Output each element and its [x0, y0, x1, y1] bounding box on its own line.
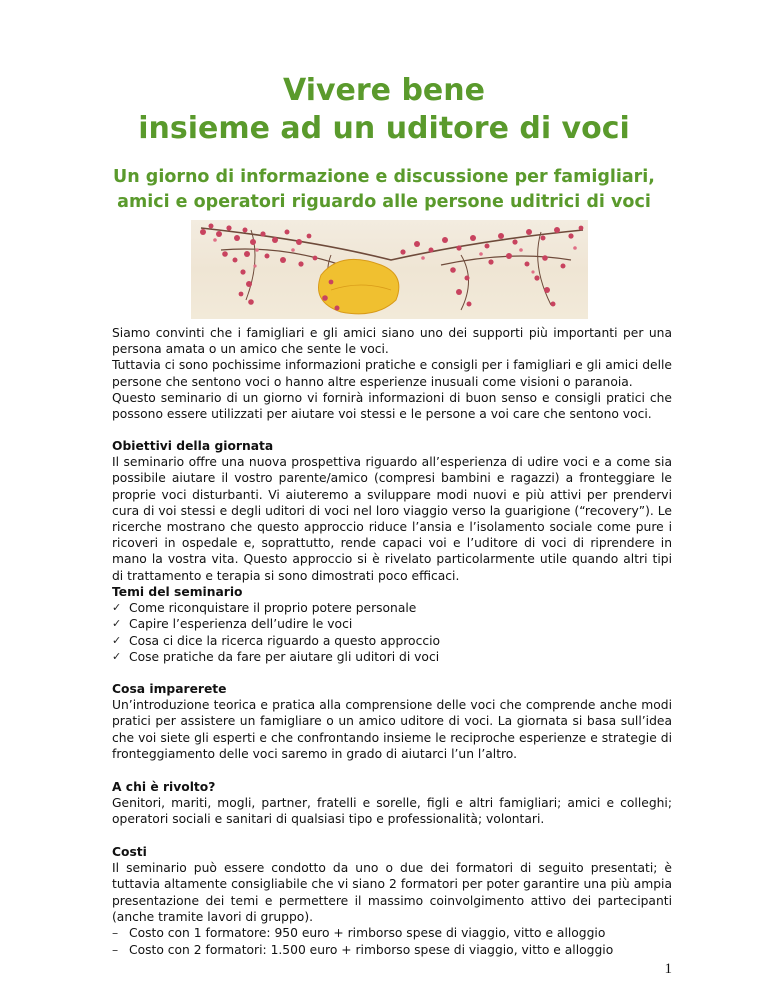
- page-number: 1: [664, 961, 672, 977]
- pressed-flowers-illustration: [191, 220, 588, 319]
- subtitle-line-2: amici e operatori riguardo alle persone uditrici di voci: [117, 192, 651, 212]
- costs-list: [112, 925, 672, 959]
- intro-section: [112, 325, 672, 422]
- costs-text: Il seminario può essere condotto da uno o due dei formatori di seguito presentati; è tuttavia altamente consigliabile che vi siano 2 formatori per poter garantire una più ampia presentazione dei temi e permettere il massimo coinvolgimento attivo dei partecipanti (anche tramite lavori di gruppo).: [112, 861, 672, 924]
- list-item: ✓ Cose pratiche da fare per aiutare gli uditori di voci: [112, 649, 440, 664]
- list-item: – Costo con 2 formatori: 1.500 euro + rimborso spese di viaggio, vitto e alloggio: [112, 943, 614, 958]
- list-item: ✓ Capire l’esperienza dell’udire le voci: [112, 617, 353, 632]
- list-item: ✓ Cosa ci dice la ricerca riguardo a questo approccio: [112, 633, 441, 648]
- title-line-1: Vivere bene: [283, 73, 485, 108]
- themes-heading: Temi del seminario: [112, 585, 243, 599]
- audience-text: Genitori, mariti, mogli, partner, fratelli e sorelle, figli e altri famigliari; amici e colleghi; operatori sociali e sanitari di qualsiasi tipo e professionalità; volontari.: [112, 796, 672, 827]
- subtitle-line-1: Un giorno di informazione e discussione per famigliari,: [113, 167, 655, 187]
- themes-list: [112, 600, 672, 665]
- intro-paragraph-3: Questo seminario di un giorno vi fornirà informazioni di buon senso e consigli pratici che possono essere utilizzati per aiutare voi stessi e le persone a voi care che sentono voci.: [112, 390, 672, 422]
- intro-paragraph-2: Tuttavia ci sono pochissime informazioni pratiche e consigli per i famigliari e gli amici delle persone che sentono voci o hanno altre esperienze inusuali come visioni o paranoia.: [112, 358, 672, 389]
- dash-bullet-icon: –: [112, 943, 119, 958]
- flower-banner-image: [191, 220, 588, 319]
- checkmark-icon: ✓: [112, 649, 122, 663]
- objectives-heading: Obiettivi della giornata: [112, 439, 274, 453]
- checkmark-icon: ✓: [112, 633, 122, 647]
- learn-heading: Cosa imparerete: [112, 682, 227, 696]
- audience-section: [112, 779, 672, 828]
- list-item: – Costo con 1 formatore: 950 euro + rimborso spese di viaggio, vitto e alloggio: [112, 926, 606, 941]
- dash-bullet-icon: –: [112, 926, 119, 941]
- costs-heading: Costi: [112, 845, 147, 859]
- audience-heading: A chi è rivolto?: [112, 780, 216, 794]
- list-item: ✓ Come riconquistare il proprio potere personale: [112, 601, 417, 616]
- intro-paragraph-1: Siamo convinti che i famigliari e gli amici siano uno dei supporti più importanti per una persona amata o un amico che sente le voci.: [112, 326, 672, 357]
- learn-section: [112, 681, 672, 762]
- checkmark-icon: ✓: [112, 601, 122, 615]
- themes-section: [112, 584, 672, 665]
- objectives-section: [112, 438, 672, 584]
- objectives-text: Il seminario offre una nuova prospettiva riguardo all’esperienza di udire voci e a come sia possibile aiutare il vostro parente/amico (compresi bambini e ragazzi) a fronteggiare le proprie voci disturbanti. Vi aiuteremo a sviluppare modi nuovi e più attivi per prendervi cura di voi stessi e degli uditori di voci nel loro viaggio verso la guarigione (“recovery”). Le ricerche mostrano che questo approccio riduce l’ansia e l’isolamento sociale come pure i ricoveri in ospedale e, soprattutto, rende capaci voi e l’uditore di voci di riprendere in mano la vostra vita. Questo approccio si è rivelato particolarmente utile quando altri tipi di trattamento e terapia si sono dimostrati poco efficaci.: [112, 455, 672, 583]
- learn-text: Un’introduzione teorica e pratica alla comprensione delle voci che comprende anche modi pratici per assistere un famigliare o un amico uditore di voci. La giornata si basa sull’idea che voi siete gli esperti e che confrontando insieme le reciproche esperienze e strategie di fronteggiamento delle voci saremo in grado di aiutarci l’un l’altro.: [112, 698, 672, 761]
- checkmark-icon: ✓: [112, 617, 122, 631]
- costs-section: [112, 844, 672, 959]
- title-line-2: insieme ad un uditore di voci: [138, 111, 630, 146]
